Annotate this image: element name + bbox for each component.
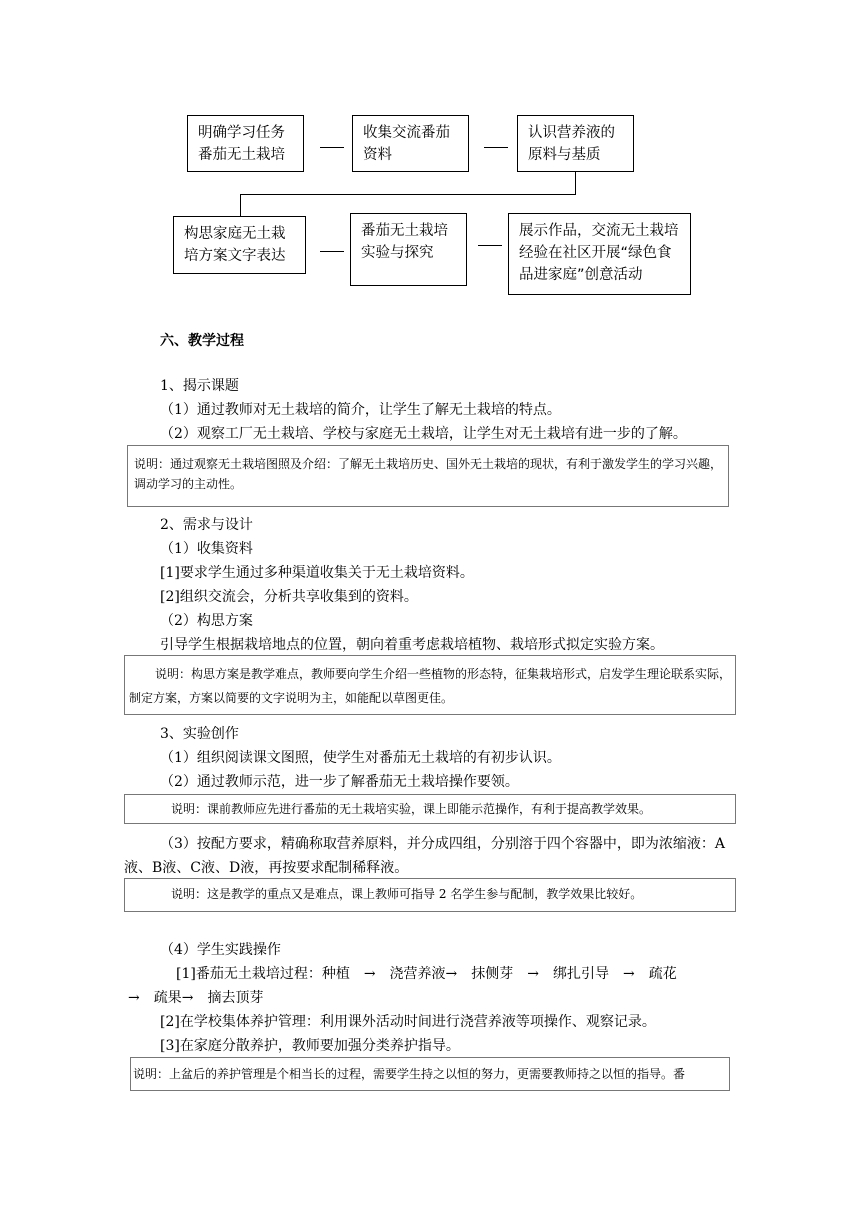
s3-note2: 说明：这是教学的重点又是难点，课上教师可指导 2 名学生参与配制，教学效果比较好。 (124, 878, 736, 912)
s3-item4-a: [1]番茄无土栽培过程：种植 → 浇营养液→ 抹侧芽 → 绑扎引导 → 疏花 (176, 966, 677, 982)
s1-heading: 1、揭示课题 (160, 378, 239, 394)
flow-connector (478, 245, 502, 246)
s3-item3: （3）按配方要求，精确称取营养原料，并分成四组，分别溶于四个容器中，即为浓缩液：A液、B液、C液、D液，再按要求配制稀释液。 (124, 836, 726, 876)
flow-connector (320, 147, 344, 148)
flow-box-nutrient: 认识营养液的 原料与基质 (517, 115, 634, 172)
s1-item2: （2）观察工厂无土栽培、学校与家庭无土栽培，让学生对无土栽培有进一步的了解。 (160, 426, 687, 442)
s3-note3: 说明：上盆后的养护管理是个相当长的过程，需要学生持之以恒的努力，更需要教师持之以恒的指导。番 (130, 1057, 730, 1091)
flow-box-plan: 构思家庭无土栽 培方案文字表达 (173, 216, 306, 274)
s2-note: 说明：构思方案是教学难点，教师要向学生介绍一些植物的形态特，征集栽培形式，启发学生理论联系实际，制定方案，方案以简要的文字说明为主，如能配以草图更佳。 (124, 655, 736, 715)
s3-item4-c: [3]在家庭分散养护，教师要加强分类养护指导。 (160, 1038, 460, 1054)
s3-item1: （1）组织阅读课文图照，使学生对番茄无土栽培的有初步认识。 (160, 750, 561, 766)
flow-box-showcase: 展示作品，交流无土栽培 经验在社区开展“绿色食 品进家庭”创意活动 (508, 213, 691, 295)
s3-item4-b: [2]在学校集体养护管理：利用课外活动时间进行浇营养液等项操作、观察记录。 (160, 1014, 656, 1030)
s3-heading: 3、实验创作 (160, 726, 239, 742)
s2-sub2: （2）构思方案 (160, 613, 253, 629)
s1-note: 说明：通过观察无土栽培图照及介绍：了解无土栽培历史、国外无土栽培的现状，有利于激发学生的学习兴趣，调动学习的主动性。 (127, 445, 729, 507)
s2-sub1-b: [2]组织交流会，分析共享收集到的资料。 (160, 589, 418, 605)
s3-item4-a-cont: → 疏果→ 摘去顶芽 (128, 990, 264, 1006)
flow-box-experiment: 番茄无土栽培 实验与探究 (350, 213, 467, 286)
flow-connector (320, 251, 344, 252)
flow-connector (484, 147, 508, 148)
s1-item1: （1）通过教师对无土栽培的简介，让学生了解无土栽培的特点。 (160, 402, 561, 418)
s3-item2: （2）通过教师示范，进一步了解番茄无土栽培操作要领。 (160, 774, 519, 790)
flow-box-task: 明确学习任务 番茄无土栽培 (187, 115, 304, 172)
s2-sub2-text: 引导学生根据栽培地点的位置，朝向着重考虑栽培植物、栽培形式拟定实验方案。 (160, 637, 664, 653)
s2-heading: 2、需求与设计 (160, 517, 253, 533)
s2-sub1: （1）收集资料 (160, 541, 253, 557)
s3-item4: （4）学生实践操作 (160, 942, 281, 958)
s2-sub1-a: [1]要求学生通过多种渠道收集关于无土栽培资料。 (160, 565, 474, 581)
flow-box-collect: 收集交流番茄 资料 (352, 115, 469, 172)
flowchart (0, 0, 860, 310)
flow-connector (240, 194, 576, 195)
flow-connector (240, 194, 241, 216)
s3-note1: 说明：课前教师应先进行番茄的无土栽培实验，课上即能示范操作，有利于提高教学效果。 (124, 794, 736, 824)
section-title: 六、教学过程 (160, 333, 244, 349)
flow-connector (575, 172, 576, 194)
